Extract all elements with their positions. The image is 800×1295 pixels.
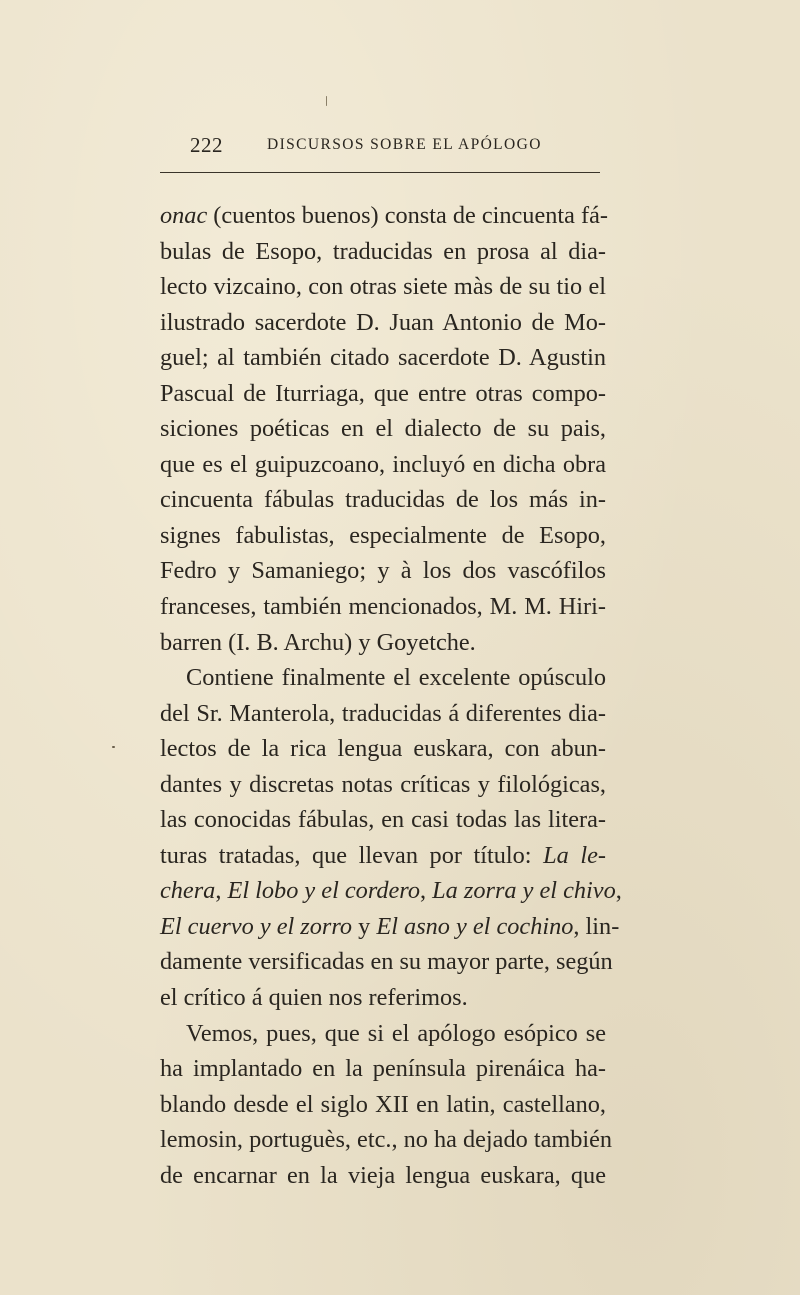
text-line: que es el guipuzcoano, incluyó en dicha obra [160,450,606,478]
text-run: , [420,877,433,905]
text-line: las conocidas fábulas, en casi todas las litera- [160,806,606,834]
text-run: , [615,877,622,905]
text-run: turas tratadas, que llevan por título: [160,841,544,869]
text-line: Pascual de Iturriaga, que entre otras compo- [160,379,606,407]
text-line: damente versificadas en su mayor parte, según [160,948,613,976]
text-run: , lin- [573,912,620,940]
header-rule [160,172,600,173]
text-line: Contiene finalmente el excelente opúsculo [186,664,606,692]
text-line [160,198,606,234]
text-run: y [352,912,377,940]
text-line: blando desde el siglo XII en latin, castellano, [160,1090,606,1118]
text-line: ha implantado en la península pirenáica ha- [160,1055,606,1083]
text-line: Vemos, pues, que si el apólogo esópico se [186,1019,606,1047]
running-head [190,133,590,163]
text-run: , [215,877,228,905]
paper-speck [112,746,115,748]
text-line: siciones poéticas en el dialecto de su pais, [160,415,606,443]
italic-title: La zorra y el chivo [432,877,616,905]
text-line: barren (I. B. Archu) y Goyetche. [160,628,476,656]
text-line: lemosin, portuguès, etc., no ha dejado también [160,1126,613,1154]
paper-speck [326,96,327,106]
text-line: Fedro y Samaniego; y à los dos vascófilos [160,557,606,585]
text-run: (cuentos buenos) consta de cincuenta fá- [207,202,608,229]
italic-word: onac [160,202,208,229]
text-line: el crítico á quien nos referimos. [160,984,468,1012]
page-number: 222 [190,133,223,157]
body-text [160,198,622,1193]
italic-title: El lobo y el cordero [227,877,421,905]
italic-title: El asno y el cochino [376,912,574,940]
text-line [160,873,622,909]
text-line: franceses, también mencionados, M. M. Hiri- [160,593,606,621]
running-title: DISCURSOS SOBRE EL APÓLOGO [267,136,542,153]
italic-title: El cuervo y el zorro [160,912,353,940]
text-line: del Sr. Manterola, traducidas á diferentes dia- [160,699,606,727]
text-line: ilustrado sacerdote D. Juan Antonio de Mo- [160,308,606,336]
text-line: signes fabulistas, especialmente de Esopo, [160,521,606,549]
text-line [160,838,606,874]
text-line: lectos de la rica lengua euskara, con abun- [160,735,606,763]
text-line: guel; al también citado sacerdote D. Agustin [160,344,606,372]
italic-title: chera [160,877,216,905]
italic-title: La le- [543,841,606,869]
text-line: cincuenta fábulas traducidas de los más in- [160,486,606,514]
text-line [160,909,620,945]
text-line: lecto vizcaino, con otras siete màs de su tio el [160,273,606,301]
text-line: dantes y discretas notas críticas y filológicas, [160,770,606,798]
text-line: de encarnar en la vieja lengua euskara, que [160,1161,606,1189]
text-line: bulas de Esopo, traducidas en prosa al dia- [160,237,606,265]
